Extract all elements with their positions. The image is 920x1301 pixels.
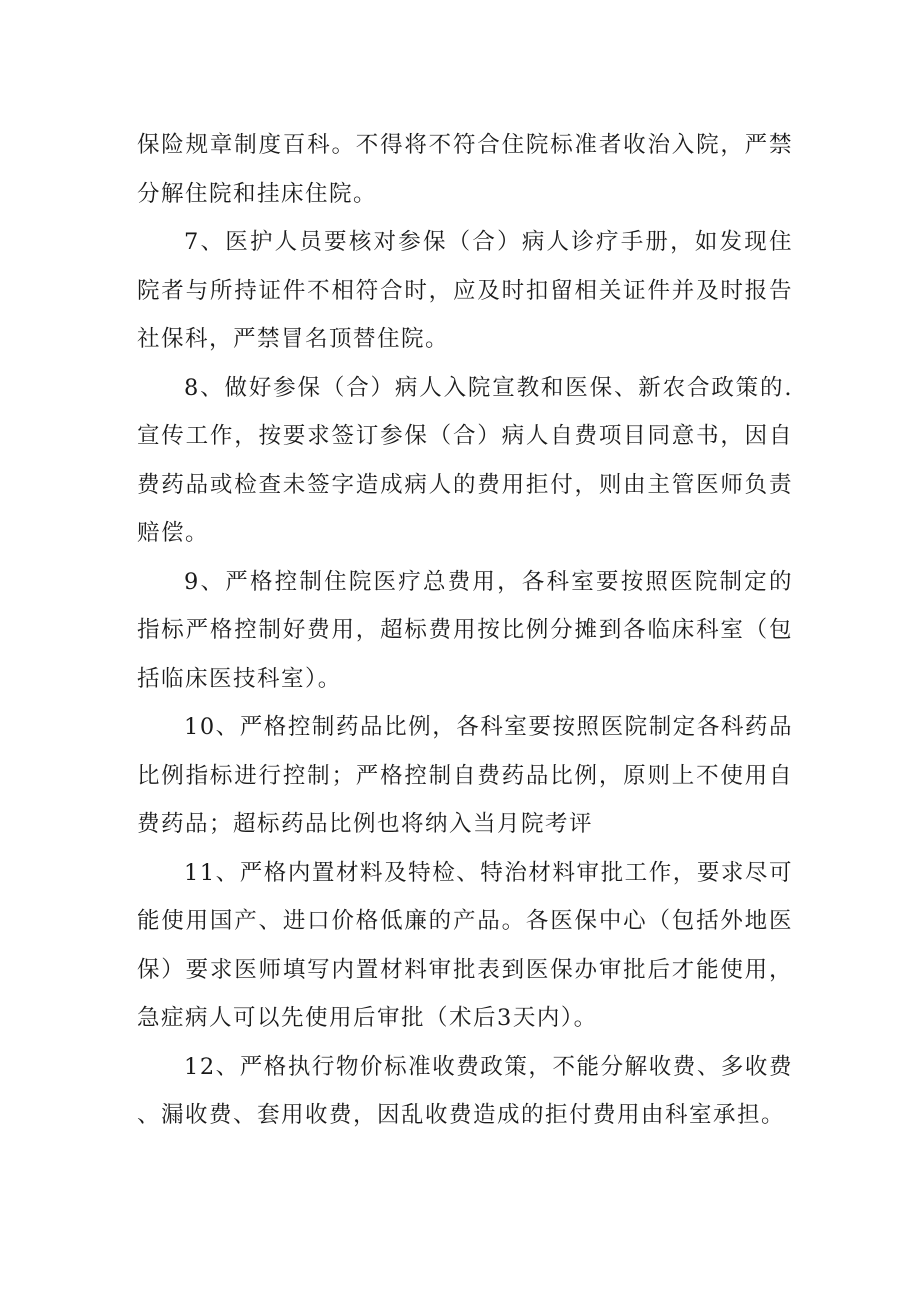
paragraph-item-7: 7、医护人员要核对参保（合）病人诊疗手册，如发现住院者与所持证件不相符合时，应及时扣留相关证件并及时报告社保科，严禁冒名顶替住院。 bbox=[137, 229, 793, 352]
document-body bbox=[137, 121, 793, 1140]
paragraph-item-10: 10、严格控制药品比例，各科室要按照医院制定各科药品比例指标进行控制；严格控制自费药品比例，原则上不使用自费药品；超标药品比例也将纳入当月院考评 bbox=[137, 714, 793, 837]
paragraph-item-12: 12、严格执行物价标准收费政策，不能分解收费、多收费、漏收费、套用收费，因乱收费造成的拒付费用由科室承担。 bbox=[137, 1053, 793, 1128]
paragraph-item-8: 8、做好参保（合）病人入院宣教和医保、新农合政策的.宣传工作，按要求签订参保（合）病人自费项目同意书，因自费药品或检查未签字造成病人的费用拒付，则由主管医师负责赔偿。 bbox=[137, 374, 793, 546]
paragraph-continuation: 保险规章制度百科。不得将不符合住院标准者收治入院，严禁分解住院和挂床住院。 bbox=[137, 132, 793, 207]
paragraph-item-9: 9、严格控制住院医疗总费用，各科室要按照医院制定的指标严格控制好费用，超标费用按比例分摊到各临床科室（包括临床医技科室）。 bbox=[137, 568, 793, 692]
paragraph-item-11: 11、严格内置材料及特检、特治材料审批工作，要求尽可能使用国产、进口价格低廉的产品。各医保中心（包括外地医保）要求医师填写内置材料审批表到医保办审批后才能使用，急症病人可以先使用后审批（术后3天内）。 bbox=[137, 859, 793, 1031]
